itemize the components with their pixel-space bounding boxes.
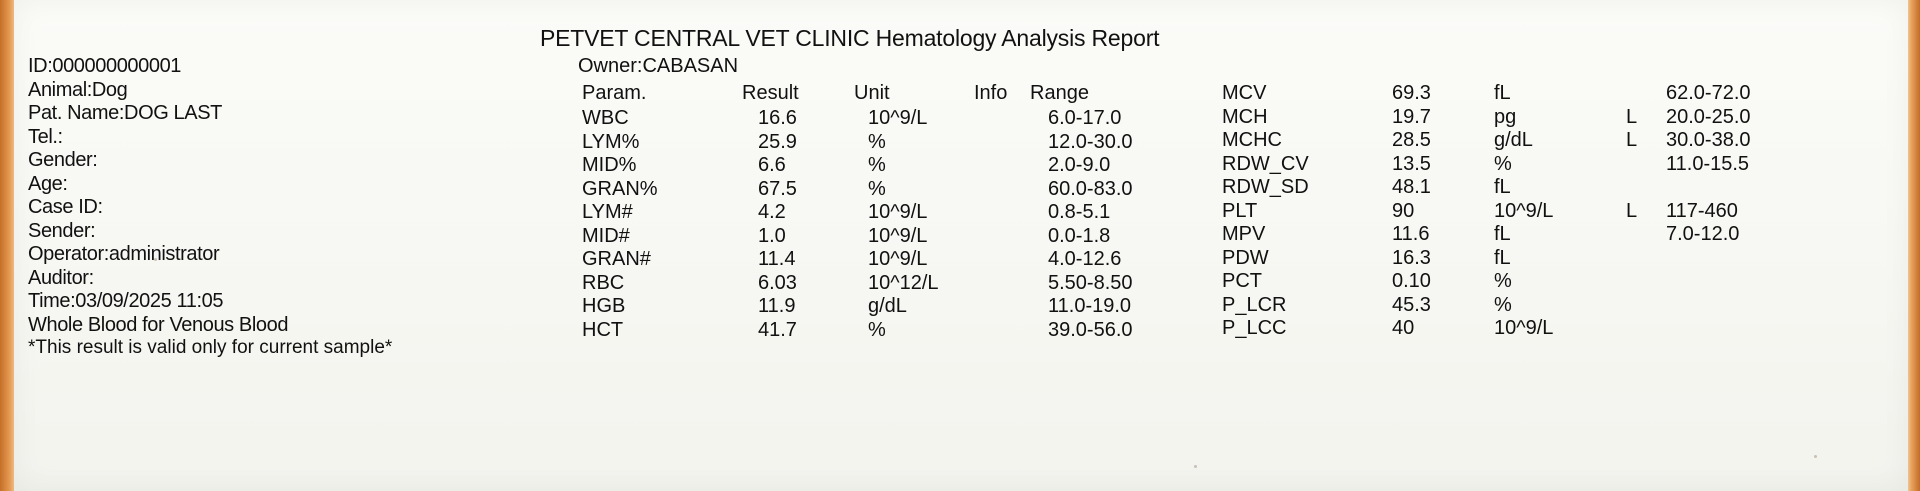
- patient-info-line: Tel.:: [28, 125, 63, 148]
- param-name: MCHC: [1222, 129, 1282, 151]
- param-unit: %: [868, 177, 886, 200]
- report-paper: [14, 0, 1908, 491]
- param-name: P_LCC: [1222, 317, 1287, 339]
- param-name: PCT: [1222, 270, 1262, 292]
- param-unit: 10^9/L: [868, 201, 928, 223]
- param-name: MCH: [1222, 105, 1268, 128]
- param-range: 12.0-30.0: [1048, 130, 1133, 153]
- param-result: 19.7: [1392, 105, 1431, 128]
- param-flag: L: [1626, 105, 1638, 128]
- param-range: 7.0-12.0: [1666, 223, 1740, 245]
- param-unit: %: [1494, 293, 1512, 316]
- param-name: LYM#: [582, 201, 633, 223]
- param-name: RDW_CV: [1222, 152, 1309, 175]
- param-name: GRAN%: [582, 177, 658, 200]
- param-name: PLT: [1222, 199, 1258, 222]
- patient-info-line: Auditor:: [28, 266, 94, 289]
- param-range: 6.0-17.0: [1048, 107, 1122, 129]
- param-name: LYM%: [582, 130, 640, 153]
- param-result: 25.9: [758, 130, 797, 153]
- param-unit: 10^9/L: [868, 107, 928, 129]
- param-range: 4.0-12.6: [1048, 248, 1122, 270]
- param-flag: L: [1626, 199, 1638, 222]
- param-unit: 10^9/L: [1494, 199, 1554, 222]
- report-title: PETVET CENTRAL VET CLINIC Hematology Analysis Report: [540, 25, 1160, 51]
- param-result: 16.3: [1392, 246, 1431, 269]
- param-range: 39.0-56.0: [1048, 318, 1133, 341]
- param-unit: 10^9/L: [1494, 317, 1554, 339]
- patient-info-line: Age:: [28, 172, 68, 195]
- param-name: MPV: [1222, 223, 1266, 245]
- param-unit: %: [868, 318, 886, 341]
- patient-info-line: Sender:: [28, 219, 96, 242]
- patient-info-line: Animal:Dog: [28, 78, 128, 101]
- param-flag: L: [1626, 129, 1638, 151]
- param-result: 11.6: [1392, 223, 1430, 245]
- header-range: Range: [1030, 82, 1089, 104]
- param-result: 1.0: [758, 224, 786, 247]
- param-result: 6.03: [758, 271, 797, 294]
- param-range: 2.0-9.0: [1048, 154, 1111, 176]
- param-range: 11.0-19.0: [1048, 295, 1132, 317]
- param-result: 45.3: [1392, 293, 1431, 316]
- param-unit: g/dL: [1494, 129, 1533, 151]
- patient-info-line: Time:03/09/2025 11:05: [28, 290, 224, 312]
- param-result: 28.5: [1392, 129, 1431, 151]
- param-name: MID#: [582, 224, 630, 247]
- param-result: 13.5: [1392, 152, 1431, 175]
- param-name: P_LCR: [1222, 293, 1287, 316]
- param-result: 41.7: [758, 318, 797, 341]
- patient-info-line: Gender:: [28, 149, 98, 171]
- param-result: 48.1: [1392, 176, 1431, 198]
- param-name: RDW_SD: [1222, 176, 1309, 198]
- param-unit: %: [1494, 270, 1512, 292]
- param-range: 11.0-15.5: [1666, 152, 1750, 175]
- owner-label: Owner:CABASAN: [578, 55, 739, 77]
- header-info: Info: [974, 82, 1008, 104]
- paper-speck: [1194, 465, 1197, 468]
- param-unit: 10^12/L: [868, 271, 939, 294]
- footer-note: *This result is valid only for current sample*: [28, 337, 393, 358]
- param-name: HGB: [582, 295, 626, 317]
- param-range: 62.0-72.0: [1666, 82, 1751, 104]
- param-unit: %: [868, 130, 886, 153]
- param-name: HCT: [582, 318, 624, 341]
- param-range: 0.0-1.8: [1048, 224, 1111, 247]
- param-result: 6.6: [758, 154, 786, 176]
- param-unit: %: [868, 154, 886, 176]
- param-unit: %: [1494, 152, 1512, 175]
- param-range: 30.0-38.0: [1666, 129, 1751, 151]
- param-range: 20.0-25.0: [1666, 105, 1751, 128]
- param-result: 11.4: [758, 248, 796, 270]
- header-result: Result: [742, 82, 799, 104]
- param-result: 11.9: [758, 295, 796, 317]
- param-unit: 10^9/L: [868, 248, 928, 270]
- param-result: 67.5: [758, 177, 797, 200]
- paper-speck: [1814, 455, 1817, 458]
- param-unit: fL: [1494, 246, 1511, 269]
- param-result: 16.6: [758, 107, 797, 129]
- param-name: WBC: [582, 107, 629, 129]
- param-result: 0.10: [1392, 270, 1431, 292]
- header-param: Param.: [582, 82, 647, 104]
- patient-info-line: ID:000000000001: [28, 55, 182, 77]
- patient-info-line: Case ID:: [28, 196, 103, 218]
- patient-info-line: Pat. Name:DOG LAST: [28, 102, 222, 124]
- patient-info-line: Whole Blood for Venous Blood: [28, 313, 289, 336]
- param-result: 90: [1392, 199, 1415, 222]
- param-name: PDW: [1222, 246, 1269, 269]
- param-range: 5.50-8.50: [1048, 271, 1133, 294]
- header-unit: Unit: [854, 82, 890, 104]
- param-result: 40: [1392, 317, 1415, 339]
- param-unit: fL: [1494, 176, 1511, 198]
- param-unit: g/dL: [868, 295, 907, 317]
- param-range: 0.8-5.1: [1048, 201, 1111, 223]
- param-name: MCV: [1222, 82, 1267, 104]
- param-result: 69.3: [1392, 82, 1431, 104]
- param-range: 60.0-83.0: [1048, 177, 1133, 200]
- patient-info-line: Operator:administrator: [28, 243, 220, 265]
- param-range: 117-460: [1666, 199, 1738, 222]
- param-unit: fL: [1494, 82, 1511, 104]
- param-result: 4.2: [758, 201, 786, 223]
- param-name: RBC: [582, 271, 625, 294]
- param-name: MID%: [582, 154, 637, 176]
- param-unit: 10^9/L: [868, 224, 928, 247]
- param-unit: pg: [1494, 105, 1517, 128]
- param-name: GRAN#: [582, 248, 651, 270]
- paper-background-right: [1906, 0, 1920, 491]
- param-unit: fL: [1494, 223, 1511, 245]
